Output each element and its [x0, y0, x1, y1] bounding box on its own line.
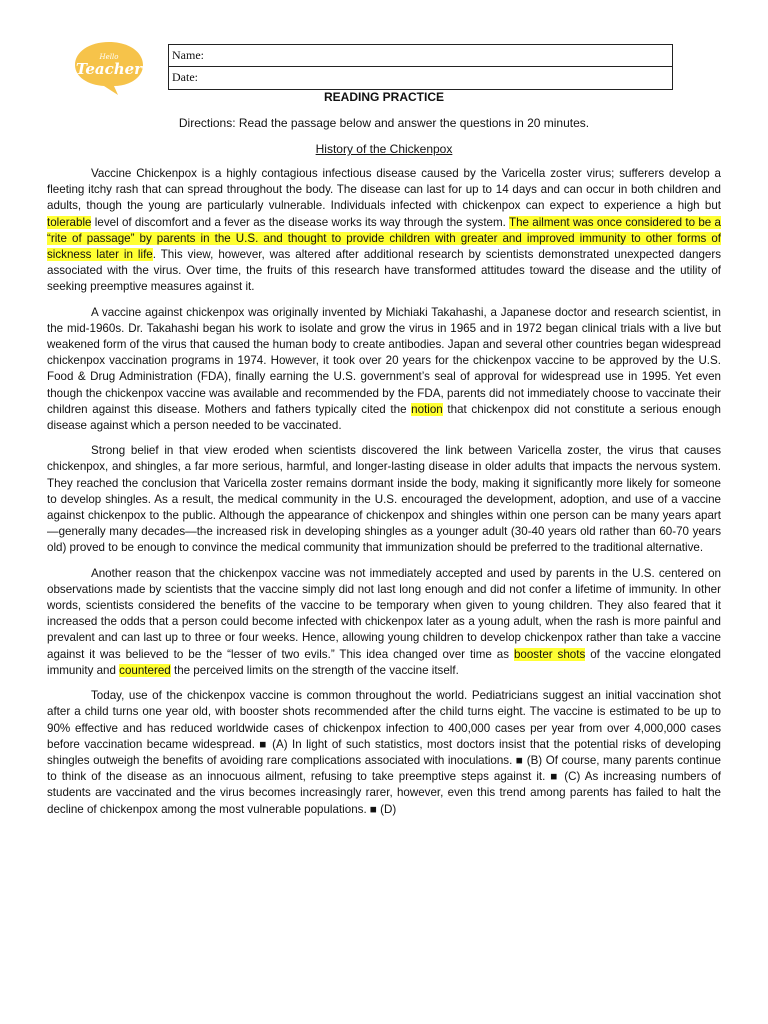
name-field[interactable] — [169, 45, 672, 67]
highlighted-text: countered — [119, 663, 171, 677]
logo-line-1: Hello — [99, 53, 119, 61]
passage-title: History of the Chickenpox — [315, 142, 453, 156]
name-date-box — [168, 44, 673, 90]
logo-text — [74, 54, 144, 77]
passage-paragraph-4 — [47, 566, 721, 679]
passage-paragraph-5 — [47, 688, 721, 818]
date-field[interactable] — [169, 67, 672, 88]
paragraph-text: Vaccine Chickenpox is a highly contagious infectious disease caused by the Varicella zoster virus; sufferers develop a fleeting itchy rash that can spread throughout the body. The disease can last for up to 14 days and can occur in both children and adults, though the young are particularly vulnerable. Individuals infected with chickenpox can expect to experience a high but — [47, 167, 721, 213]
highlighted-text: The ailment was once considered to be a “rite of passage” by parents in the U.S. and thought to provide children with greater and improved immunity to other forms of sickness later in life — [47, 215, 721, 262]
date-label: Date: — [172, 70, 198, 84]
paragraph-text: . This view, however, was altered after additional research by scientists demonstrated unexpected dangers associated with the virus. Over time, the fruits of this research have transformed attitudes toward the disease and the utility of seeking preemptive measures against it. — [47, 248, 721, 294]
paragraph-text: Today, use of the chickenpox vaccine is common throughout the world. Pediatricians suggest an initial vaccination shot after a child turns one year old, with booster shots recommended after the child turns eight. The vaccine is estimated to be up to 90% effective and has reduced worldwide cases of chickenpox infection to 400,000 cases per year from over 4,000,000 cases before vaccination became widespread. ■ (A) In light of such statistics, most doctors insist that the potential risks of developing shingles outweigh the benefits of avoiding rare complications associated with inoculations. ■ (B) Of course, many parents continue to think of the disease as an innocuous ailment, refusing to take preemptive steps against it. ■ (C) As increasing numbers of students are vaccinated and the virus becomes increasingly rarer, however, even this trend among parents has failed to halt the decline of chickenpox among the most vulnerable populations. ■ (D) — [47, 689, 721, 816]
highlighted-text: notion — [411, 402, 443, 416]
paragraph-text: A vaccine against chickenpox was originally invented by Michiaki Takahashi, a Japanese doctor and research scientist, in the mid-1960s. Dr. Takahashi began his work to isolate and grow the virus in 1965 and in 1972 began clinical trials with a live but weakened form of the virus that caused the human body to create antibodies. Japan and several other countries began widespread chickenpox vaccination programs in 1974. However, it took over 20 years for the chickenpox vaccine to be approved by the U.S. Food & Drug Administration (FDA), finally earning the U.S. government’s seal of approval for widespread use in 1995. Yet even though the chickenpox vaccine was available and recommended by the FDA, parents did not immediately choose to vaccinate their children against this disease. Mothers and fathers typically cited the — [47, 305, 721, 416]
paragraph-text: level of discomfort and a fever as the disease works its way through the system. — [91, 215, 509, 229]
paragraph-text: that chickenpox did not constitute a serious enough disease against which a person needed to be vaccinated. — [47, 402, 721, 433]
page-title: READING PRACTICE — [323, 90, 444, 104]
highlighted-text: booster shots — [513, 647, 586, 661]
highlighted-text: tolerable — [47, 215, 92, 229]
passage-paragraph-2 — [47, 305, 721, 435]
paragraph-text: the perceived limits on the strength of the vaccine itself. — [170, 663, 459, 677]
paragraph-text: Another reason that the chickenpox vaccine was not immediately accepted and used by parents in the U.S. centered on observations made by scientists that the vaccine simply did not last long enough and did not confer a lifetime of immunity. In other words, scientists considered the benefits of the vaccine to be temporary when given to young children. They also feared that it increased the odds that a person could become infected with chickenpox later as a young adult, when the rash is more painful and prevalent and can last up to three or four weeks. Hence, allowing young children to develop chickenpox rather than take a vaccine against it was believed to be the “lesser of two evils.” This idea changed over time as — [47, 566, 721, 661]
paragraph-text: of the vaccine elongated immunity and — [47, 647, 721, 677]
paragraph-text: Strong belief in that view eroded when scientists discovered the link between Varicella zoster, the virus that causes chickenpox, and shingles, a far more serious, harmful, and longer-lasting disease in older adults that impacts the nervous system. They reached the conclusion that Varicella zoster remains dormant inside the body, making it significantly more likely for someone to develop shingles. As a result, the medical community in the U.S. encouraged the development, adoption, and use of a vaccine against chickenpox to the public. Although the appearance of chickenpox and shingles within one person can be many years apart—generally many decades—the increased risk in developing shingles as a younger adult (30-40 years old rather than 60-70 years old) proved to be enough to convince the medical community that immunization should be preferred to the traditional alternative. — [47, 444, 721, 555]
passage-paragraph-1 — [47, 166, 721, 296]
logo-line-2: Teacher — [75, 60, 143, 78]
passage-body — [47, 166, 721, 827]
hello-teacher-logo — [74, 40, 144, 96]
name-label: Name: — [172, 48, 204, 62]
passage-paragraph-3 — [47, 443, 721, 556]
directions: Directions: Read the passage below and answer the questions in 20 minutes. — [178, 116, 590, 130]
